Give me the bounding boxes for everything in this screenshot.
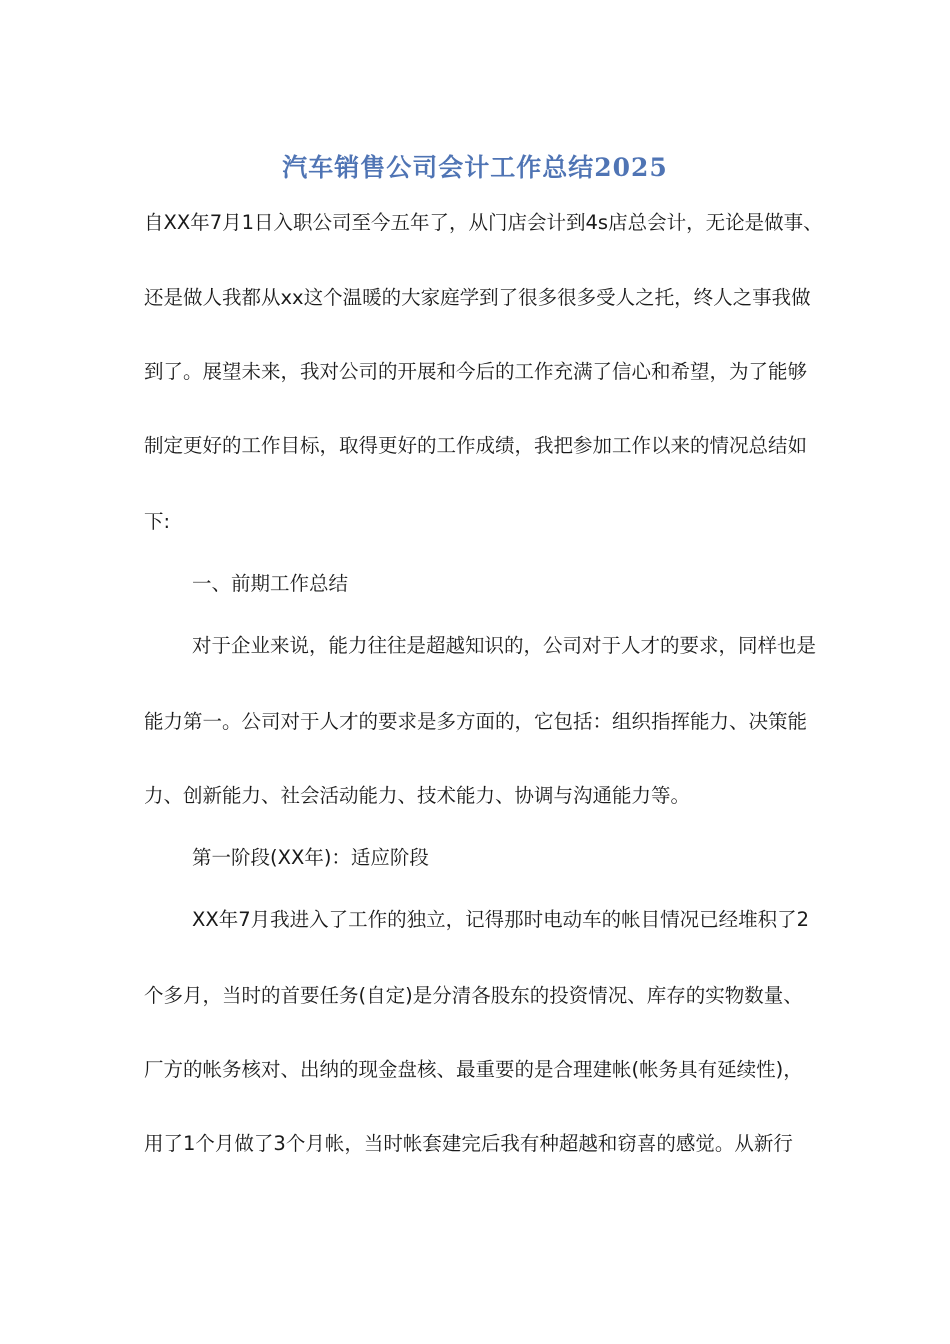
paragraph-line: 个多月，当时的首要任务(自定)是分清各股东的投资情况、库存的实物数量、 — [144, 984, 803, 1007]
paragraph-line: 能力第一。公司对于人才的要求是多方面的，它包括：组织指挥能力、决策能 — [144, 710, 808, 733]
paragraph-line: 还是做人我都从xx这个温暖的大家庭学到了很多很多受人之托，终人之事我做 — [144, 286, 811, 309]
paragraph-line: 制定更好的工作目标，取得更好的工作成绩，我把参加工作以来的情况总结如 — [144, 434, 808, 457]
document-title: 汽车销售公司会计工作总结2025 — [282, 153, 668, 182]
paragraph-line: 用了1个月做了3个月帐，当时帐套建完后我有种超越和窃喜的感觉。从新行 — [144, 1132, 793, 1155]
paragraph-line: XX年7月我进入了工作的独立，记得那时电动车的帐目情况已经堆积了2 — [192, 908, 810, 931]
paragraph-line: 力、创新能力、社会活动能力、技术能力、协调与沟通能力等。 — [144, 784, 691, 807]
paragraph-line: 厂方的帐务核对、出纳的现金盘核、最重要的是合理建帐(帐务具有延续性)， — [144, 1058, 803, 1081]
paragraph-line: 对于企业来说，能力往往是超越知识的，公司对于人才的要求，同样也是 — [192, 634, 817, 657]
paragraph-line: 到了。展望未来，我对公司的开展和今后的工作充满了信心和希望，为了能够 — [144, 360, 808, 383]
paragraph-line: 下: — [144, 510, 171, 533]
section-heading: 一、前期工作总结 — [192, 572, 349, 595]
subsection-heading: 第一阶段(XX年)：适应阶段 — [192, 846, 429, 869]
paragraph-line: 自XX年7月1日入职公司至今五年了，从门店会计到4s店总会计，无论是做事、 — [144, 211, 823, 234]
